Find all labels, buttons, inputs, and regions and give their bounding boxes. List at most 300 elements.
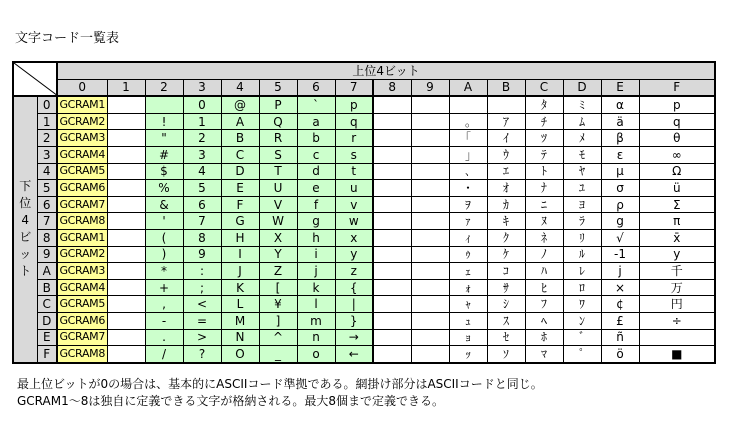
char-cell (373, 180, 411, 197)
row-header-7: 7 (37, 213, 57, 230)
col-header-D: D (563, 79, 601, 96)
char-cell: β (601, 130, 639, 147)
char-cell: 7 (183, 213, 221, 230)
table-row (13, 346, 715, 363)
table-row (13, 180, 715, 197)
char-cell: 5 (183, 180, 221, 197)
char-cell: n (297, 329, 335, 346)
col-header-3: 3 (183, 79, 221, 96)
char-cell (639, 329, 715, 346)
char-cell (107, 296, 145, 313)
char-cell: ｳ (487, 146, 525, 163)
char-cell: M (221, 312, 259, 329)
char-cell: q (639, 113, 715, 130)
char-cell: 1 (183, 113, 221, 130)
char-cell (411, 213, 449, 230)
char-cell (107, 346, 145, 363)
char-cell: ｿ (487, 346, 525, 363)
char-cell: ρ (601, 196, 639, 213)
char-cell: ﾅ (525, 180, 563, 197)
char-cell: , (145, 296, 183, 313)
char-cell (107, 312, 145, 329)
char-cell (373, 346, 411, 363)
char-cell: j (297, 263, 335, 280)
char-cell (411, 346, 449, 363)
col-header-2: 2 (145, 79, 183, 96)
table-row (13, 113, 715, 130)
row-header-A: A (37, 263, 57, 280)
char-cell: ｹ (487, 246, 525, 263)
gcram-cell: GCRAM7 (57, 196, 107, 213)
char-cell: π (639, 213, 715, 230)
char-cell: Ω (639, 163, 715, 180)
char-cell: ﾝ (563, 312, 601, 329)
char-cell: B (221, 130, 259, 147)
char-cell: ∞ (639, 146, 715, 163)
table-row (13, 163, 715, 180)
char-cell: t (335, 163, 373, 180)
char-cell: [ (259, 279, 297, 296)
gcram-cell: GCRAM2 (57, 113, 107, 130)
char-cell (107, 130, 145, 147)
char-cell (145, 96, 183, 113)
char-cell (373, 279, 411, 296)
char-cell: | (335, 296, 373, 313)
char-cell: j (601, 263, 639, 280)
upper-bits-header: 上位4ビット (57, 62, 715, 79)
char-cell (487, 96, 525, 113)
char-cell: ﾟ (563, 346, 601, 363)
table-row (13, 130, 715, 147)
char-cell: $ (145, 163, 183, 180)
footnote-line-2: GCRAM1～8は独自に定義できる文字が格納される。最大8個まで定義できる。 (17, 394, 444, 408)
row-header-6: 6 (37, 196, 57, 213)
char-cell: ｪ (449, 263, 487, 280)
char-cell (411, 196, 449, 213)
char-cell: ﾊ (525, 263, 563, 280)
table-row (13, 246, 715, 263)
char-cell: e (297, 180, 335, 197)
char-cell: % (145, 180, 183, 197)
char-cell: ÷ (639, 312, 715, 329)
char-cell: ä (601, 113, 639, 130)
char-cell: N (221, 329, 259, 346)
char-cell: L (221, 296, 259, 313)
char-cell: ﾁ (525, 113, 563, 130)
char-cell: ) (145, 246, 183, 263)
char-cell: G (221, 213, 259, 230)
char-cell: ｱ (487, 113, 525, 130)
char-cell: D (221, 163, 259, 180)
table-row (13, 96, 715, 113)
char-cell: ; (183, 279, 221, 296)
char-cell: ﾘ (563, 229, 601, 246)
char-cell: ｢ (449, 130, 487, 147)
row-header-4: 4 (37, 163, 57, 180)
char-cell: → (335, 329, 373, 346)
char-cell: f (297, 196, 335, 213)
row-header-B: B (37, 279, 57, 296)
char-cell: ! (145, 113, 183, 130)
char-cell: ｧ (449, 213, 487, 230)
gcram-cell: GCRAM1 (57, 96, 107, 113)
row-header-E: E (37, 329, 57, 346)
col-header-7: 7 (335, 79, 373, 96)
char-cell (373, 213, 411, 230)
gcram-cell: GCRAM1 (57, 229, 107, 246)
char-cell: S (259, 146, 297, 163)
char-cell: R (259, 130, 297, 147)
char-cell: q (335, 113, 373, 130)
char-cell: ﾖ (563, 196, 601, 213)
char-cell: 4 (183, 163, 221, 180)
char-cell: i (297, 246, 335, 263)
char-cell: 9 (183, 246, 221, 263)
char-cell: ﾞ (563, 329, 601, 346)
row-header-5: 5 (37, 180, 57, 197)
table-row (13, 296, 715, 313)
char-cell: ﾜ (563, 296, 601, 313)
char-cell: K (221, 279, 259, 296)
gcram-cell: GCRAM3 (57, 263, 107, 280)
char-cell (411, 163, 449, 180)
char-cell: ﾛ (563, 279, 601, 296)
char-cell (107, 96, 145, 113)
char-cell: ﾇ (525, 213, 563, 230)
char-cell: 8 (183, 229, 221, 246)
row-header-0: 0 (37, 96, 57, 113)
char-cell (373, 96, 411, 113)
char-cell: ｬ (449, 296, 487, 313)
footnote (17, 376, 543, 410)
char-cell: ﾈ (525, 229, 563, 246)
char-cell (411, 296, 449, 313)
char-cell: y (639, 246, 715, 263)
char-cell: ﾂ (525, 130, 563, 147)
char-cell: ｣ (449, 146, 487, 163)
char-cell: W (259, 213, 297, 230)
char-cell: V (259, 196, 297, 213)
col-header-4: 4 (221, 79, 259, 96)
char-cell: x̄ (639, 229, 715, 246)
char-cell: ﾗ (563, 213, 601, 230)
char-cell: A (221, 113, 259, 130)
char-cell: ﾀ (525, 96, 563, 113)
char-cell: √ (601, 229, 639, 246)
char-cell: ﾍ (525, 312, 563, 329)
char-cell (373, 296, 411, 313)
char-cell: # (145, 146, 183, 163)
char-cell: ﾎ (525, 329, 563, 346)
char-cell: / (145, 346, 183, 363)
gcram-cell: GCRAM3 (57, 130, 107, 147)
char-cell (373, 146, 411, 163)
row-header-D: D (37, 312, 57, 329)
char-cell: ｵ (487, 180, 525, 197)
row-header-C: C (37, 296, 57, 313)
char-cell: Σ (639, 196, 715, 213)
char-cell: " (145, 130, 183, 147)
gcram-cell: GCRAM8 (57, 213, 107, 230)
col-header-F: F (639, 79, 715, 96)
char-cell (411, 263, 449, 280)
char-cell: + (145, 279, 183, 296)
char-cell: I (221, 246, 259, 263)
char-cell (411, 229, 449, 246)
char-cell: ｯ (449, 346, 487, 363)
char-cell: w (335, 213, 373, 230)
char-cell (107, 163, 145, 180)
char-cell (411, 279, 449, 296)
char-cell (107, 146, 145, 163)
char-cell (107, 113, 145, 130)
char-cell: ｭ (449, 312, 487, 329)
char-cell (373, 329, 411, 346)
char-cell (411, 312, 449, 329)
char-cell: d (297, 163, 335, 180)
char-cell: * (145, 263, 183, 280)
gcram-cell: GCRAM6 (57, 180, 107, 197)
col-header-C: C (525, 79, 563, 96)
char-cell (107, 180, 145, 197)
char-cell: ﾃ (525, 146, 563, 163)
char-cell: O (221, 346, 259, 363)
char-cell: = (183, 312, 221, 329)
char-cell: : (183, 263, 221, 280)
char-cell: g (297, 213, 335, 230)
row-header-F: F (37, 346, 57, 363)
char-cell: U (259, 180, 297, 197)
char-cell (411, 329, 449, 346)
lower-bits-label: 下位4ビット (19, 179, 32, 279)
char-cell: 2 (183, 130, 221, 147)
diagonal-line (14, 63, 57, 96)
char-cell: ｨ (449, 229, 487, 246)
char-cell: ｫ (449, 279, 487, 296)
gcram-cell: GCRAM5 (57, 296, 107, 313)
gcram-cell: GCRAM6 (57, 312, 107, 329)
char-cell: Q (259, 113, 297, 130)
table-row (13, 312, 715, 329)
char-cell (411, 130, 449, 147)
char-cell (107, 229, 145, 246)
col-header-5: 5 (259, 79, 297, 96)
char-cell: ( (145, 229, 183, 246)
char-cell (373, 229, 411, 246)
char-cell: ← (335, 346, 373, 363)
char-cell: E (221, 180, 259, 197)
char-cell: . (145, 329, 183, 346)
char-cell: ñ (601, 329, 639, 346)
char-cell: × (601, 279, 639, 296)
char-cell: ` (297, 96, 335, 113)
char-cell: 3 (183, 146, 221, 163)
char-cell (411, 113, 449, 130)
char-cell: -1 (601, 246, 639, 263)
char-cell: ｽ (487, 312, 525, 329)
char-cell: ¢ (601, 296, 639, 313)
char-cell: k (297, 279, 335, 296)
char-cell: { (335, 279, 373, 296)
char-cell: y (335, 246, 373, 263)
row-header-8: 8 (37, 229, 57, 246)
char-cell: ﾉ (525, 246, 563, 263)
char-cell (411, 146, 449, 163)
char-cell: ] (259, 312, 297, 329)
char-cell (411, 96, 449, 113)
char-cell: _ (259, 346, 297, 363)
col-header-8: 8 (373, 79, 411, 96)
char-cell: £ (601, 312, 639, 329)
char-cell: F (221, 196, 259, 213)
char-cell: ﾌ (525, 296, 563, 313)
table-row (13, 196, 715, 213)
gcram-cell: GCRAM8 (57, 346, 107, 363)
char-cell (107, 329, 145, 346)
char-cell (373, 246, 411, 263)
char-cell: ｴ (487, 163, 525, 180)
footnote-line-1: 最上位ビットが0の場合は、基本的にASCIIコード準拠である。網掛け部分はASCIIコードと同じ。 (17, 377, 543, 391)
table-row (13, 279, 715, 296)
char-cell (373, 196, 411, 213)
char-cell (107, 213, 145, 230)
char-cell: Z (259, 263, 297, 280)
char-cell: ｷ (487, 213, 525, 230)
char-cell: u (335, 180, 373, 197)
char-cell: ¥ (259, 296, 297, 313)
char-cell: P (259, 96, 297, 113)
char-cell: @ (221, 96, 259, 113)
col-header-E: E (601, 79, 639, 96)
char-cell: ε (601, 146, 639, 163)
row-header-9: 9 (37, 246, 57, 263)
gcram-cell: GCRAM4 (57, 279, 107, 296)
char-cell (107, 246, 145, 263)
gcram-cell: GCRAM4 (57, 146, 107, 163)
char-cell: ﾙ (563, 246, 601, 263)
col-header-B: B (487, 79, 525, 96)
char-cell: ､ (449, 163, 487, 180)
table-corner (13, 62, 57, 96)
char-cell: p (335, 96, 373, 113)
char-cell: α (601, 96, 639, 113)
char-cell (107, 196, 145, 213)
char-cell: ﾓ (563, 146, 601, 163)
char-cell: ･ (449, 180, 487, 197)
char-cell: z (335, 263, 373, 280)
char-cell: J (221, 263, 259, 280)
char-cell (411, 180, 449, 197)
code-table-wrapper (12, 61, 716, 364)
char-cell: Y (259, 246, 297, 263)
char-cell: ｲ (487, 130, 525, 147)
col-header-1: 1 (107, 79, 145, 96)
char-cell: ﾆ (525, 196, 563, 213)
col-header-0: 0 (57, 79, 107, 96)
col-header-9: 9 (411, 79, 449, 96)
char-cell: ﾕ (563, 180, 601, 197)
char-cell: σ (601, 180, 639, 197)
table-row (13, 329, 715, 346)
char-cell: r (335, 130, 373, 147)
char-cell: a (297, 113, 335, 130)
char-cell: c (297, 146, 335, 163)
char-cell (449, 96, 487, 113)
char-cell: ｡ (449, 113, 487, 130)
char-cell: b (297, 130, 335, 147)
char-cell: ﾐ (563, 96, 601, 113)
gcram-cell: GCRAM5 (57, 163, 107, 180)
char-cell: & (145, 196, 183, 213)
char-cell (373, 163, 411, 180)
char-cell: - (145, 312, 183, 329)
lower-bits-header (13, 96, 37, 363)
char-cell (107, 263, 145, 280)
char-cell: ｶ (487, 196, 525, 213)
char-cell: 0 (183, 96, 221, 113)
char-cell: l (297, 296, 335, 313)
table-row (13, 263, 715, 280)
table-row (13, 213, 715, 230)
char-cell: ' (145, 213, 183, 230)
col-header-A: A (449, 79, 487, 96)
char-cell: X (259, 229, 297, 246)
char-cell: v (335, 196, 373, 213)
page-title: 文字コード一覧表 (15, 31, 120, 46)
char-cell: ﾑ (563, 113, 601, 130)
char-cell: 円 (639, 296, 715, 313)
char-cell: 千 (639, 263, 715, 280)
char-cell: ﾔ (563, 163, 601, 180)
table-row (13, 146, 715, 163)
char-cell: p (639, 96, 715, 113)
row-header-2: 2 (37, 130, 57, 147)
char-cell: ö (601, 346, 639, 363)
char-cell: H (221, 229, 259, 246)
char-cell (107, 279, 145, 296)
gcram-cell: GCRAM2 (57, 246, 107, 263)
char-cell: μ (601, 163, 639, 180)
char-cell: g (601, 213, 639, 230)
char-cell: m (297, 312, 335, 329)
char-cell: ｼ (487, 296, 525, 313)
table-row (13, 229, 715, 246)
char-cell: s (335, 146, 373, 163)
char-cell: } (335, 312, 373, 329)
char-cell (373, 130, 411, 147)
char-cell (373, 263, 411, 280)
char-cell: C (221, 146, 259, 163)
character-code-table (12, 61, 716, 364)
char-cell: ■ (639, 346, 715, 363)
gcram-cell: GCRAM7 (57, 329, 107, 346)
char-cell: 万 (639, 279, 715, 296)
char-cell: ｾ (487, 329, 525, 346)
char-cell: ｸ (487, 229, 525, 246)
char-cell: ﾚ (563, 263, 601, 280)
col-header-6: 6 (297, 79, 335, 96)
char-cell: ｮ (449, 329, 487, 346)
char-cell (411, 246, 449, 263)
char-cell (373, 312, 411, 329)
char-cell: ^ (259, 329, 297, 346)
char-cell: ﾋ (525, 279, 563, 296)
char-cell: h (297, 229, 335, 246)
row-header-3: 3 (37, 146, 57, 163)
char-cell: ﾏ (525, 346, 563, 363)
row-header-1: 1 (37, 113, 57, 130)
char-cell: ? (183, 346, 221, 363)
